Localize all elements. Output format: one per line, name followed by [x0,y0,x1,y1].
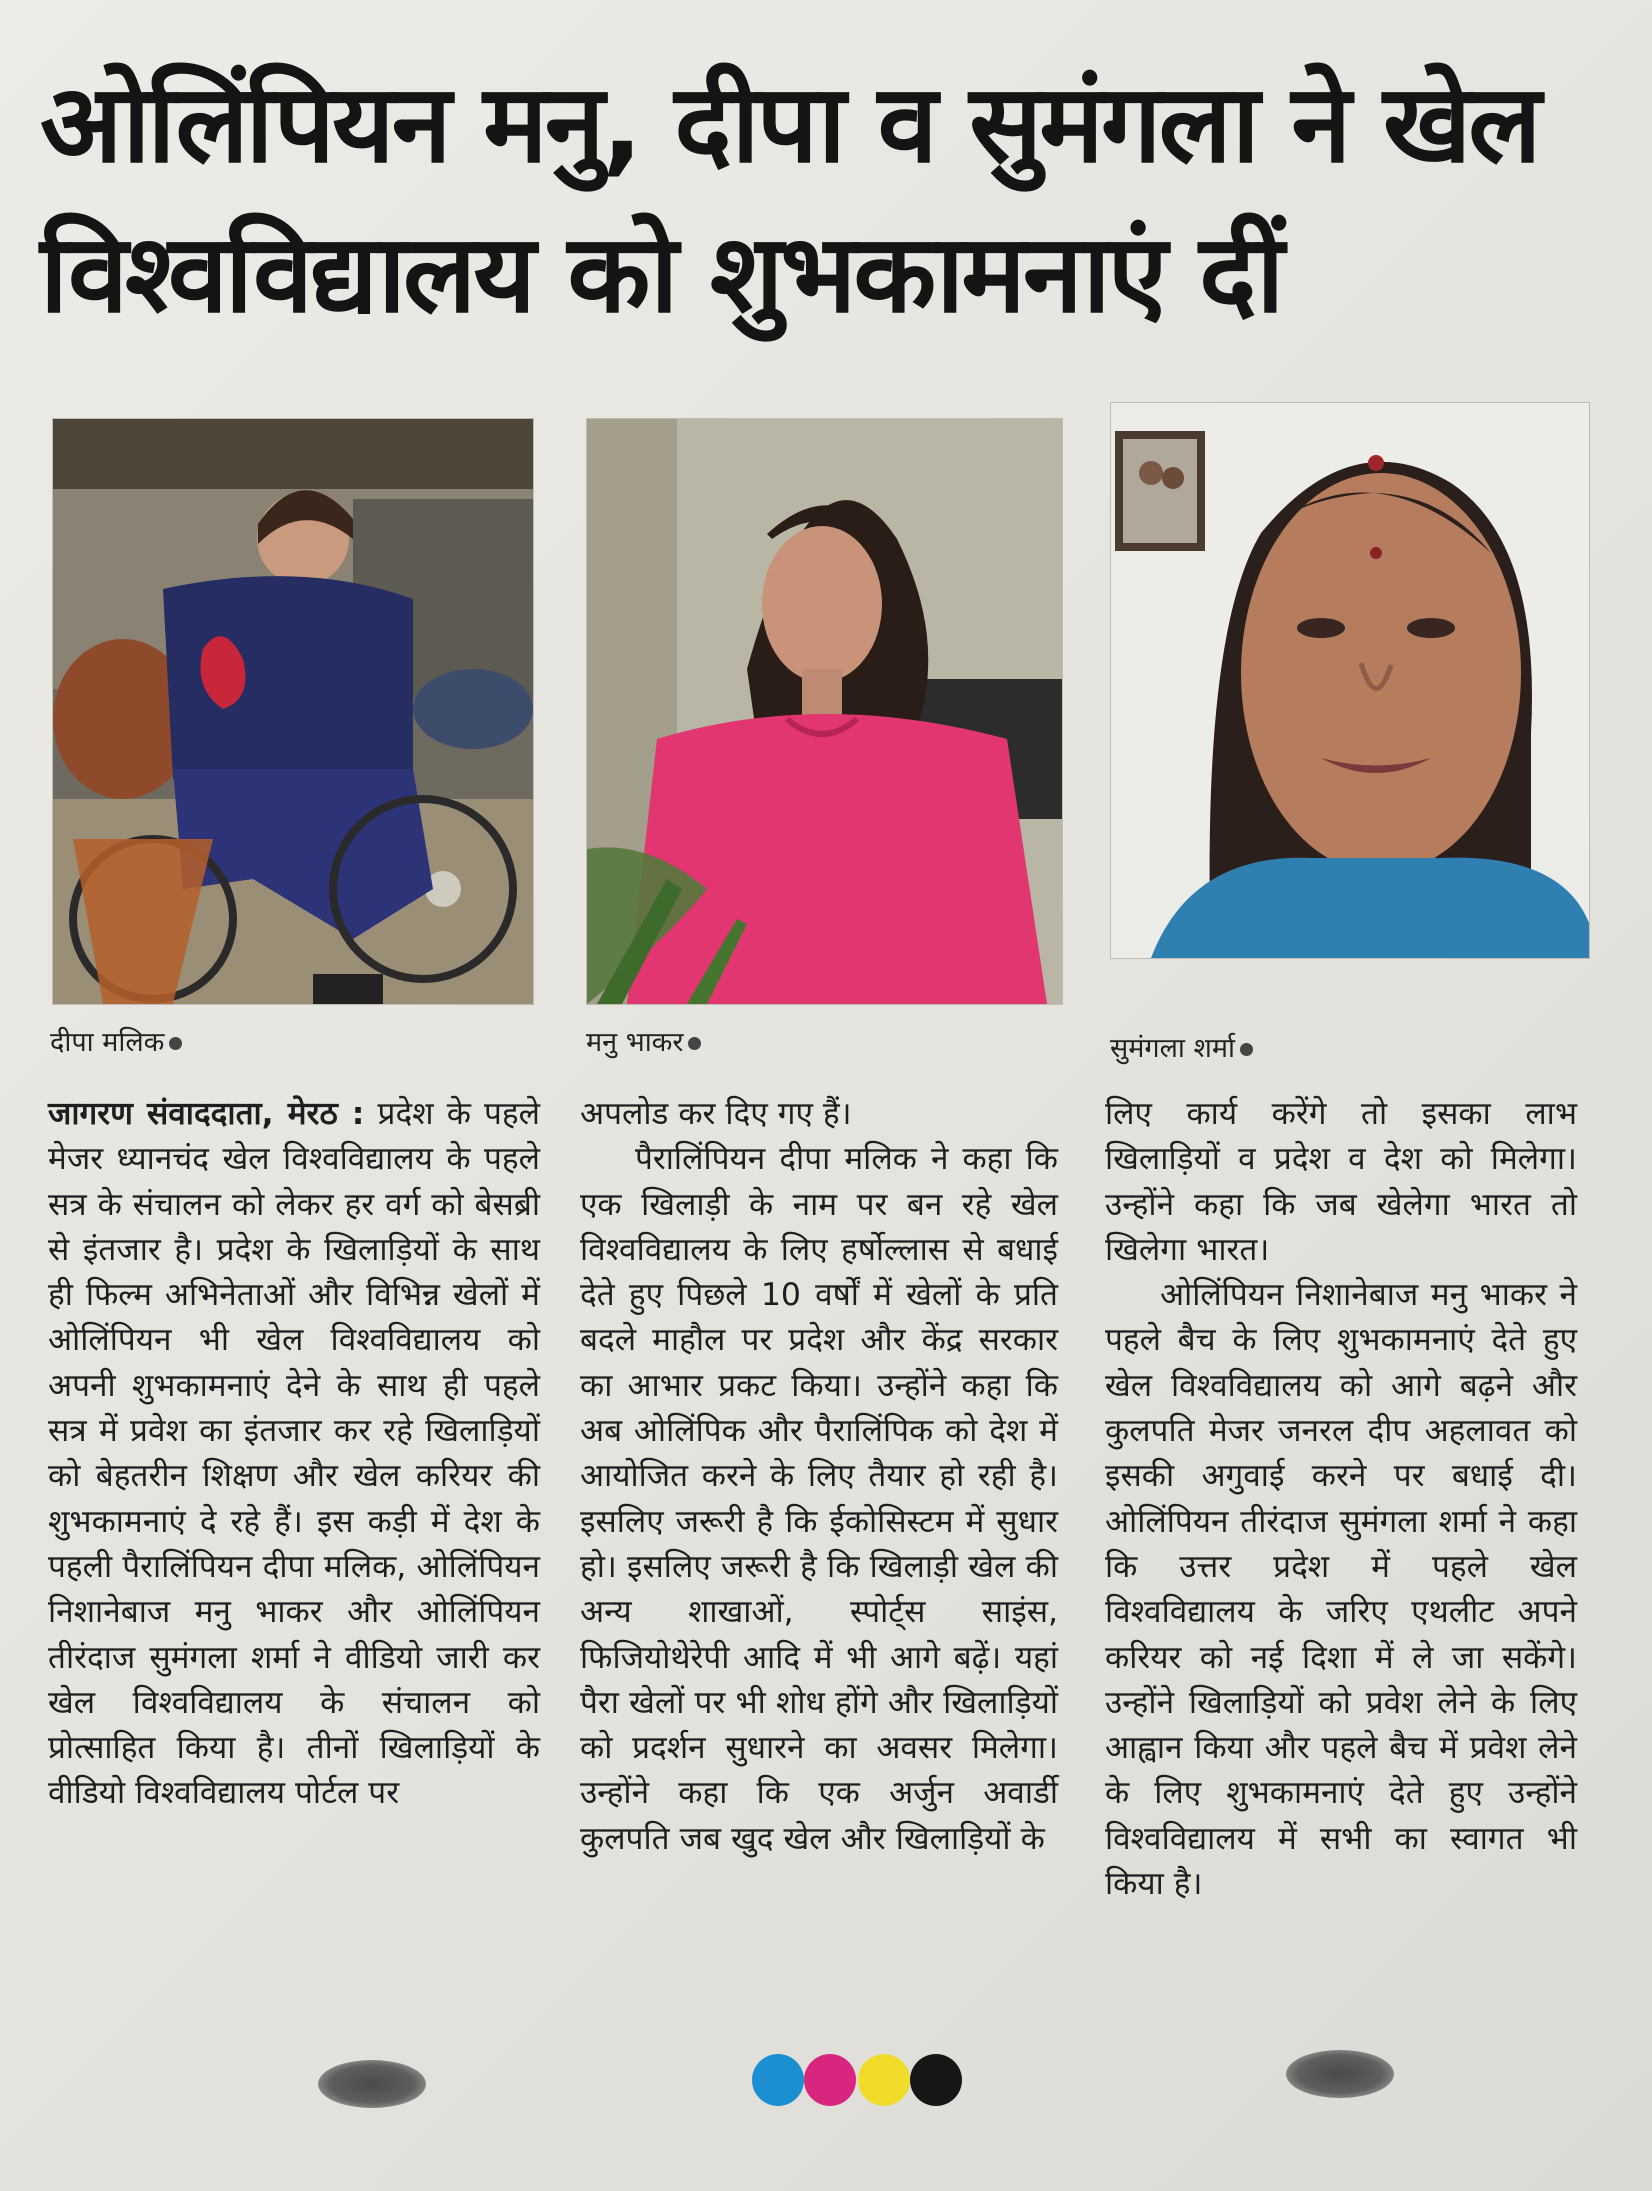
bullet-icon [169,1037,182,1050]
photo-sumangala-sharma-image [1111,403,1589,958]
bullet-icon [688,1037,701,1050]
registration-dot-black [910,2054,962,2106]
registration-dot-yellow [858,2054,910,2106]
article-text: प्रदेश के पहले मेजर ध्यानचंद खेल विश्वविद्यालय के पहले सत्र के संचालन को लेकर हर वर्ग को बेसब्री से इंतजार है। प्रदेश के खिलाड़ियों के साथ ही फिल्म अभिनेताओं और विभिन्न खेलों में ओलिंपियन भी खेल विश्वविद्यालय को अपनी शुभकामनाएं देने के साथ ही पहले सत्र में प्रवेश का इंतजार कर रहे खिलाड़ियों को बेहतरीन शिक्षण और खेल करियर की शुभकामनाएं दे रहे हैं। इस कड़ी में देश के पहली पैरालिंपियन दीपा मलिक, ओलिंपियन निशानेबाज मनु भाकर और ओलिंपियन तीरंदाज सुमंगला शर्मा ने वीडियो जारी कर खेल विश्वविद्यालय के संचालन को प्रोत्साहित किया है। तीनों खिलाड़ियों के वीडियो विश्वविद्यालय पोर्टल पर [48,1096,540,1812]
headline-line-1: ओलिंपियन मनु, दीपा व सुमंगला ने खेल [40,62,1539,187]
print-mark-blob [1286,2050,1394,2098]
dateline: जागरण संवाददाता, मेरठ : [48,1096,365,1132]
article-column-2 [580,1092,1058,1862]
photo-manu-bhaker [586,418,1063,1005]
photo-deepa-malik [52,418,534,1005]
photo-sumangala-sharma [1110,402,1590,959]
article-paragraph: पैरालिंपियन दीपा मलिक ने कहा कि एक खिलाड़ी के नाम पर बन रहे खेल विश्वविद्यालय के लिए हर्षोल्लास से बधाई देते हुए पिछले 10 वर्षों में खेलों के प्रति बदले माहौल पर प्रदेश और केंद्र सरकार का आभार प्रकट किया। उन्होंने कहा कि अब ओलिंपिक और पैरालिंपिक को देश में आयोजित करने के लिए तैयार हो रही है। इसलिए जरूरी है कि ईकोसिस्टम में सुधार हो। इसलिए जरूरी है कि खिलाड़ी खेल की अन्य शाखाओं, स्पोर्ट्स साइंस, फिजियोथेरेपी आदि में भी आगे बढ़ें। यहां पैरा खेलों पर भी शोध होंगे और खिलाड़ियों को प्रदर्शन सुधारने का अवसर मिलेगा। उन्होंने कहा कि एक अर्जुन अवार्डी कुलपति जब खुद खेल और खिलाड़ियों के [580,1141,1058,1857]
photo-manu-bhaker-image [587,419,1062,1004]
article-paragraph [48,1092,540,1817]
caption-text: मनु भाकर [586,1027,684,1058]
registration-dot-magenta [804,2054,856,2106]
article-paragraph: लिए कार्य करेंगे तो इसका लाभ खिलाड़ियों व प्रदेश व देश को मिलेगा। उन्होंने कहा कि जब खेलेगा भारत तो खिलेगा भारत। [1105,1096,1577,1268]
caption-text: सुमंगला शर्मा [1110,1033,1235,1064]
article-column-1 [48,1092,540,1817]
bullet-icon [1240,1043,1253,1056]
photo-caption-manu-bhaker [586,1022,701,1059]
article-paragraph: अपलोड कर दिए गए हैं। [580,1096,852,1132]
photo-deepa-malik-image [53,419,533,1004]
photo-caption-sumangala-sharma [1110,1028,1253,1065]
article-column-3 [1105,1092,1577,1907]
photo-caption-deepa-malik [50,1022,182,1059]
headline-line-2: विश्वविद्यालय को शुभकामनाएं दीं [40,212,1282,337]
headline [40,50,1620,350]
registration-dot-cyan [752,2054,804,2106]
print-mark-blob [318,2060,426,2108]
article-paragraph: ओलिंपियन निशानेबाज मनु भाकर ने पहले बैच के लिए शुभकामनाएं देते हुए खेल विश्वविद्यालय को आगे बढ़ने और कुलपति मेजर जनरल दीप अहलावत को इसकी अगुवाई करने पर बधाई दी। ओलिंपियन तीरंदाज सुमंगला शर्मा ने कहा कि उत्तर प्रदेश में पहले खेल विश्वविद्यालय के जरिए एथलीट अपने करियर को नई दिशा में ले जा सकेंगे। उन्होंने खिलाड़ियों को प्रवेश लेने के लिए आह्वान किया और पहले बैच में प्रवेश लेने के लिए शुभकामनाएं देते हुए उन्होंने विश्वविद्यालय में सभी का स्वागत भी किया है। [1105,1277,1577,1903]
caption-text: दीपा मलिक [50,1027,165,1058]
